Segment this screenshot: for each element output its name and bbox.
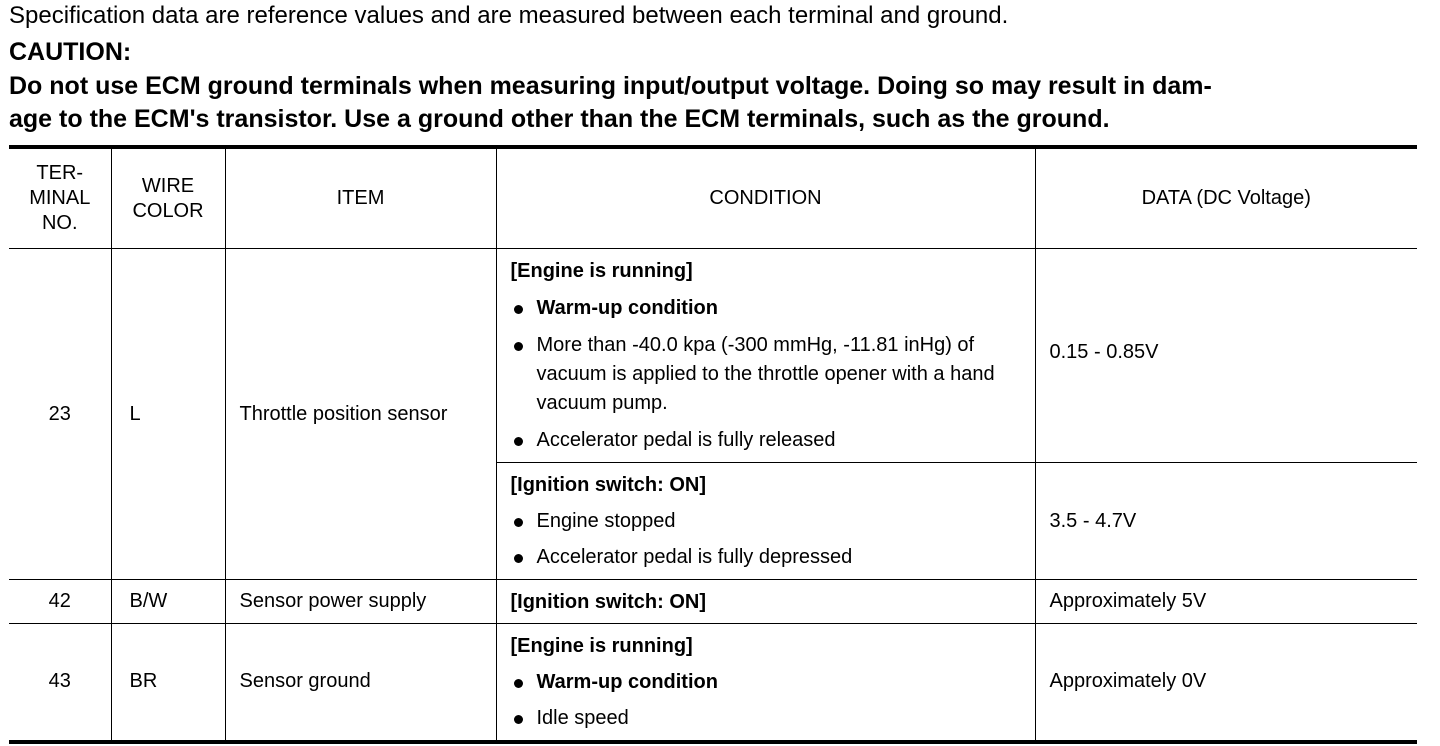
ecm-terminal-table: [9, 145, 1417, 744]
condition-heading: [Engine is running]: [510, 634, 693, 657]
data-value: 3.5 - 4.7V: [1035, 463, 1417, 580]
header-terminal-line-1: TER-: [36, 162, 84, 184]
condition: [496, 624, 1035, 742]
header-terminal-line-2: MINAL: [29, 187, 91, 209]
header-wire-line-1: WIRE: [141, 174, 195, 197]
terminal-no: 43: [9, 624, 111, 742]
condition-heading: [Ignition switch: ON]: [510, 474, 707, 496]
header-wire-color: [111, 147, 225, 249]
wire-color: BR: [111, 624, 225, 742]
caution-title: CAUTION:: [9, 38, 132, 66]
terminal-no: 23: [9, 249, 111, 580]
header-terminal-line-3: NO.: [41, 212, 78, 234]
header-terminal-no: [9, 147, 111, 249]
terminal-no: 42: [9, 580, 111, 624]
intro-text: Specification data are reference values and are measured between each terminal and ground.: [9, 2, 1009, 29]
condition-bullet: Idle speed: [511, 704, 1025, 733]
condition: [496, 249, 1035, 463]
wire-color: L: [111, 249, 225, 580]
header-row: [9, 147, 1417, 249]
caution-text: [9, 70, 1419, 136]
wire-color: B/W: [111, 580, 225, 624]
condition-bullet: More than -40.0 kpa (-300 mmHg, -11.81 inHg) of vacuum is applied to the throttle opener with a hand vacuum pump.: [511, 331, 1025, 418]
condition: [496, 580, 1035, 624]
header-condition: CONDITION: [496, 147, 1035, 249]
table-row: [9, 580, 1417, 624]
condition-bullet: Warm-up condition: [511, 294, 1025, 323]
data-value: 0.15 - 0.85V: [1035, 249, 1417, 463]
item: Sensor power supply: [225, 580, 496, 624]
header-data: DATA (DC Voltage): [1035, 147, 1417, 249]
condition: [496, 463, 1035, 580]
condition-bullet: Accelerator pedal is fully released: [511, 426, 1025, 455]
caution-line-2: age to the ECM's transistor. Use a ground other than the ECM terminals, such as the ground.: [9, 105, 1110, 133]
condition-bullet: Warm-up condition: [511, 668, 1025, 697]
item: Sensor ground: [225, 624, 496, 742]
item: Throttle position sensor: [225, 249, 496, 580]
data-value: Approximately 0V: [1035, 624, 1417, 742]
data-value: Approximately 5V: [1035, 580, 1417, 624]
header-item: ITEM: [225, 147, 496, 249]
table-row: [9, 249, 1417, 463]
header-wire-line-2: COLOR: [132, 199, 204, 222]
table-row: [9, 624, 1417, 742]
condition-heading: [Engine is running]: [510, 260, 693, 282]
condition-heading: [Ignition switch: ON]: [510, 590, 707, 613]
condition-bullet: Engine stopped: [511, 507, 1025, 536]
condition-bullet: Accelerator pedal is fully depressed: [511, 543, 1025, 572]
caution-line-1: Do not use ECM ground terminals when measuring input/output voltage. Doing so may result in dam-: [9, 72, 1212, 100]
